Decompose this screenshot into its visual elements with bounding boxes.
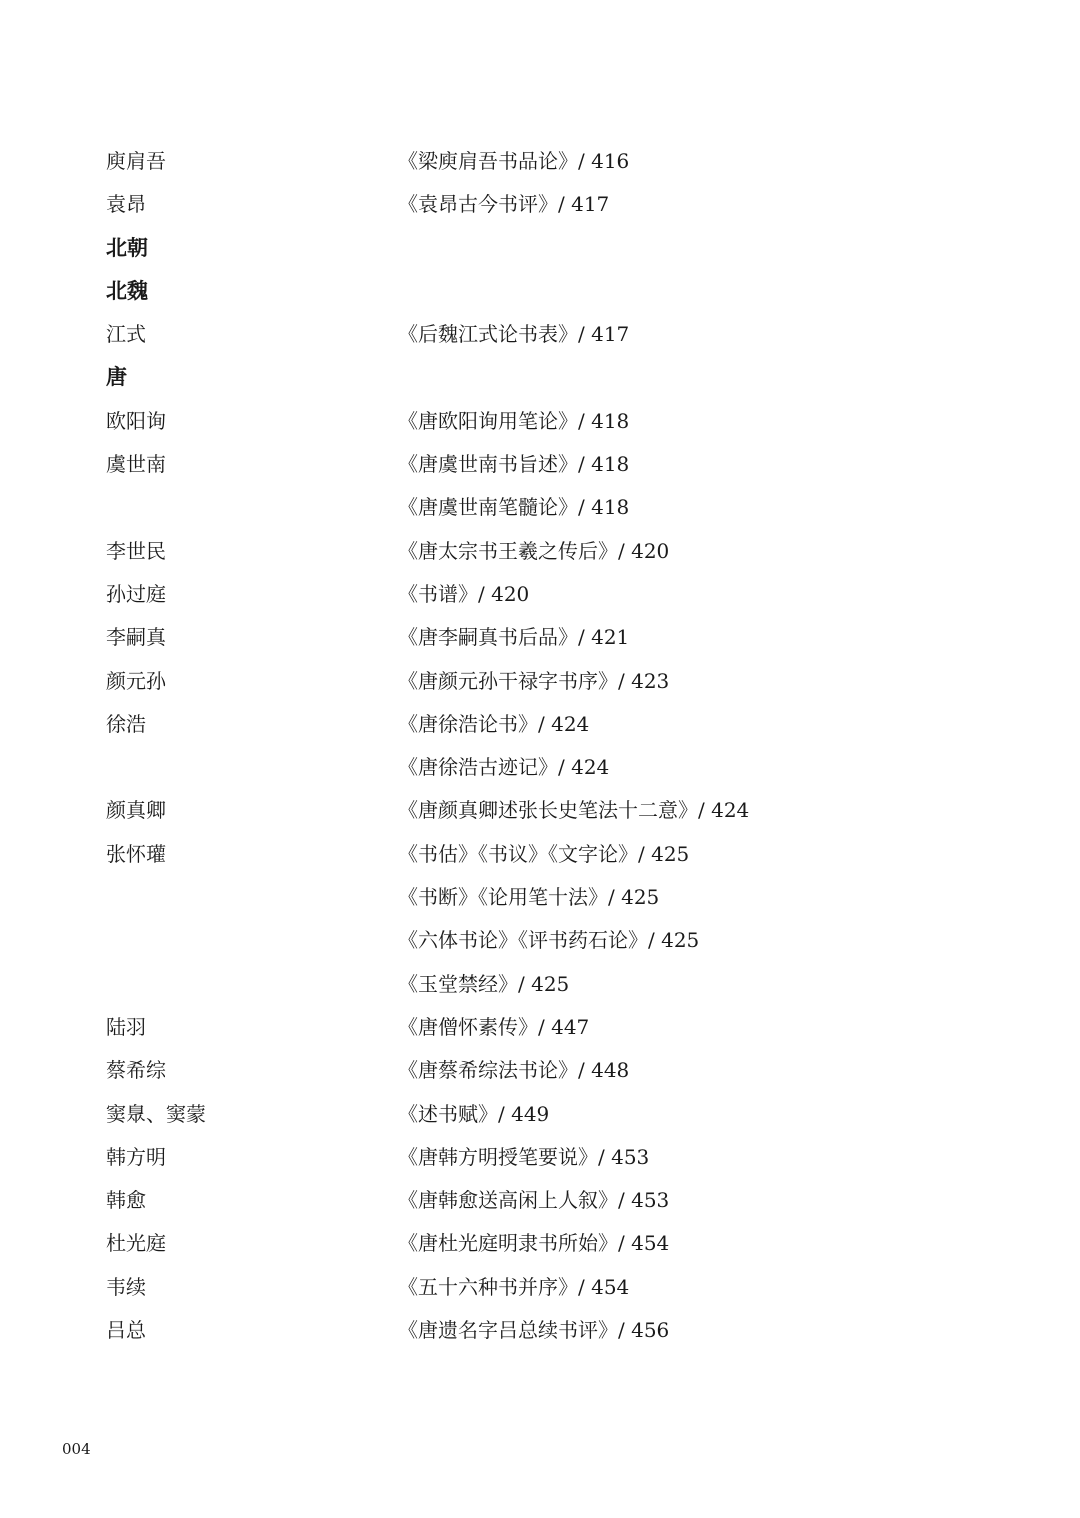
entry-work: 《唐虞世南书旨述》/ 418 [398, 452, 630, 477]
entry-work: 《唐颜元孙干禄字书序》/ 423 [398, 668, 670, 693]
entry-work: 《唐蔡希综法书论》/ 448 [398, 1058, 630, 1083]
entry-work: 《五十六种书并序》/ 454 [398, 1274, 630, 1299]
entry-author: 江式 [106, 322, 146, 347]
entry-work: 《书断》《论用笔十法》/ 425 [398, 885, 660, 910]
entry-author: 李嗣真 [106, 625, 166, 650]
section-heading: 唐 [106, 365, 127, 390]
entry-author: 颜真卿 [106, 798, 166, 823]
entry-work: 《书估》《书议》《文字论》/ 425 [398, 841, 690, 866]
entry-author: 杜光庭 [106, 1231, 166, 1256]
entry-author: 欧阳询 [106, 408, 166, 433]
entry-work: 《书谱》/ 420 [398, 581, 530, 606]
entry-author: 陆羽 [106, 1014, 146, 1039]
toc-entry [0, 1222, 1080, 1265]
toc-entry [0, 573, 1080, 616]
toc-entry [0, 1136, 1080, 1179]
entry-work: 《唐杜光庭明隶书所始》/ 454 [398, 1231, 670, 1256]
toc-entry [0, 919, 1080, 962]
toc-entry [0, 1179, 1080, 1222]
entry-author: 颜元孙 [106, 668, 166, 693]
section-heading: 北朝 [106, 235, 148, 260]
entry-author: 虞世南 [106, 452, 166, 477]
toc-entry [0, 140, 1080, 183]
toc-entry [0, 486, 1080, 529]
table-of-contents [0, 140, 1080, 1352]
entry-author: 蔡希综 [106, 1058, 166, 1083]
entry-author: 张怀瓘 [106, 841, 166, 866]
section-heading-row [0, 356, 1080, 399]
toc-entry [0, 660, 1080, 703]
entry-work: 《梁庾肩吾书品论》/ 416 [398, 149, 630, 173]
toc-entry [0, 746, 1080, 789]
entry-work: 《唐僧怀素传》/ 447 [398, 1014, 590, 1039]
toc-entry [0, 443, 1080, 486]
toc-entry [0, 530, 1080, 573]
entry-work: 《袁昂古今书评》/ 417 [398, 192, 610, 217]
section-heading-row [0, 270, 1080, 313]
page-number: 004 [62, 1440, 91, 1458]
toc-entry [0, 1093, 1080, 1136]
entry-author: 韩愈 [106, 1188, 146, 1213]
section-heading-row [0, 227, 1080, 270]
toc-entry [0, 313, 1080, 356]
entry-work: 《唐欧阳询用笔论》/ 418 [398, 408, 630, 433]
entry-work: 《述书赋》/ 449 [398, 1101, 550, 1126]
entry-work: 《唐韩愈送高闲上人叙》/ 453 [398, 1188, 670, 1213]
toc-entry [0, 1049, 1080, 1092]
entry-work: 《玉堂禁经》/ 425 [398, 971, 570, 996]
toc-entry [0, 703, 1080, 746]
toc-entry [0, 833, 1080, 876]
entry-work: 《唐遗名字吕总续书评》/ 456 [398, 1318, 670, 1343]
entry-work: 《唐太宗书王羲之传后》/ 420 [398, 538, 670, 563]
entry-work: 《六体书论》《评书药石论》/ 425 [398, 928, 700, 953]
entry-author: 徐浩 [106, 711, 146, 736]
entry-author: 吕总 [106, 1318, 146, 1343]
toc-entry [0, 616, 1080, 659]
entry-work: 《后魏江式论书表》/ 417 [398, 322, 630, 347]
toc-entry [0, 963, 1080, 1006]
entry-author: 韦续 [106, 1274, 146, 1299]
toc-entry [0, 1266, 1080, 1309]
entry-author: 韩方明 [106, 1144, 166, 1169]
section-heading: 北魏 [106, 278, 148, 303]
toc-entry [0, 1006, 1080, 1049]
toc-entry [0, 789, 1080, 832]
toc-entry [0, 1309, 1080, 1352]
entry-work: 《唐徐浩古迹记》/ 424 [398, 755, 610, 780]
toc-entry [0, 183, 1080, 226]
entry-work: 《唐韩方明授笔要说》/ 453 [398, 1144, 650, 1169]
toc-entry [0, 876, 1080, 919]
entry-work: 《唐李嗣真书后品》/ 421 [398, 625, 630, 650]
entry-author: 李世民 [106, 538, 166, 563]
entry-author: 庾肩吾 [106, 149, 166, 173]
entry-author: 窦臮、窦蒙 [106, 1101, 206, 1126]
toc-entry [0, 400, 1080, 443]
entry-work: 《唐虞世南笔髓论》/ 418 [398, 495, 630, 520]
entry-author: 孙过庭 [106, 581, 166, 606]
entry-author: 袁昂 [106, 192, 146, 217]
entry-work: 《唐颜真卿述张长史笔法十二意》/ 424 [398, 798, 750, 823]
entry-work: 《唐徐浩论书》/ 424 [398, 711, 590, 736]
